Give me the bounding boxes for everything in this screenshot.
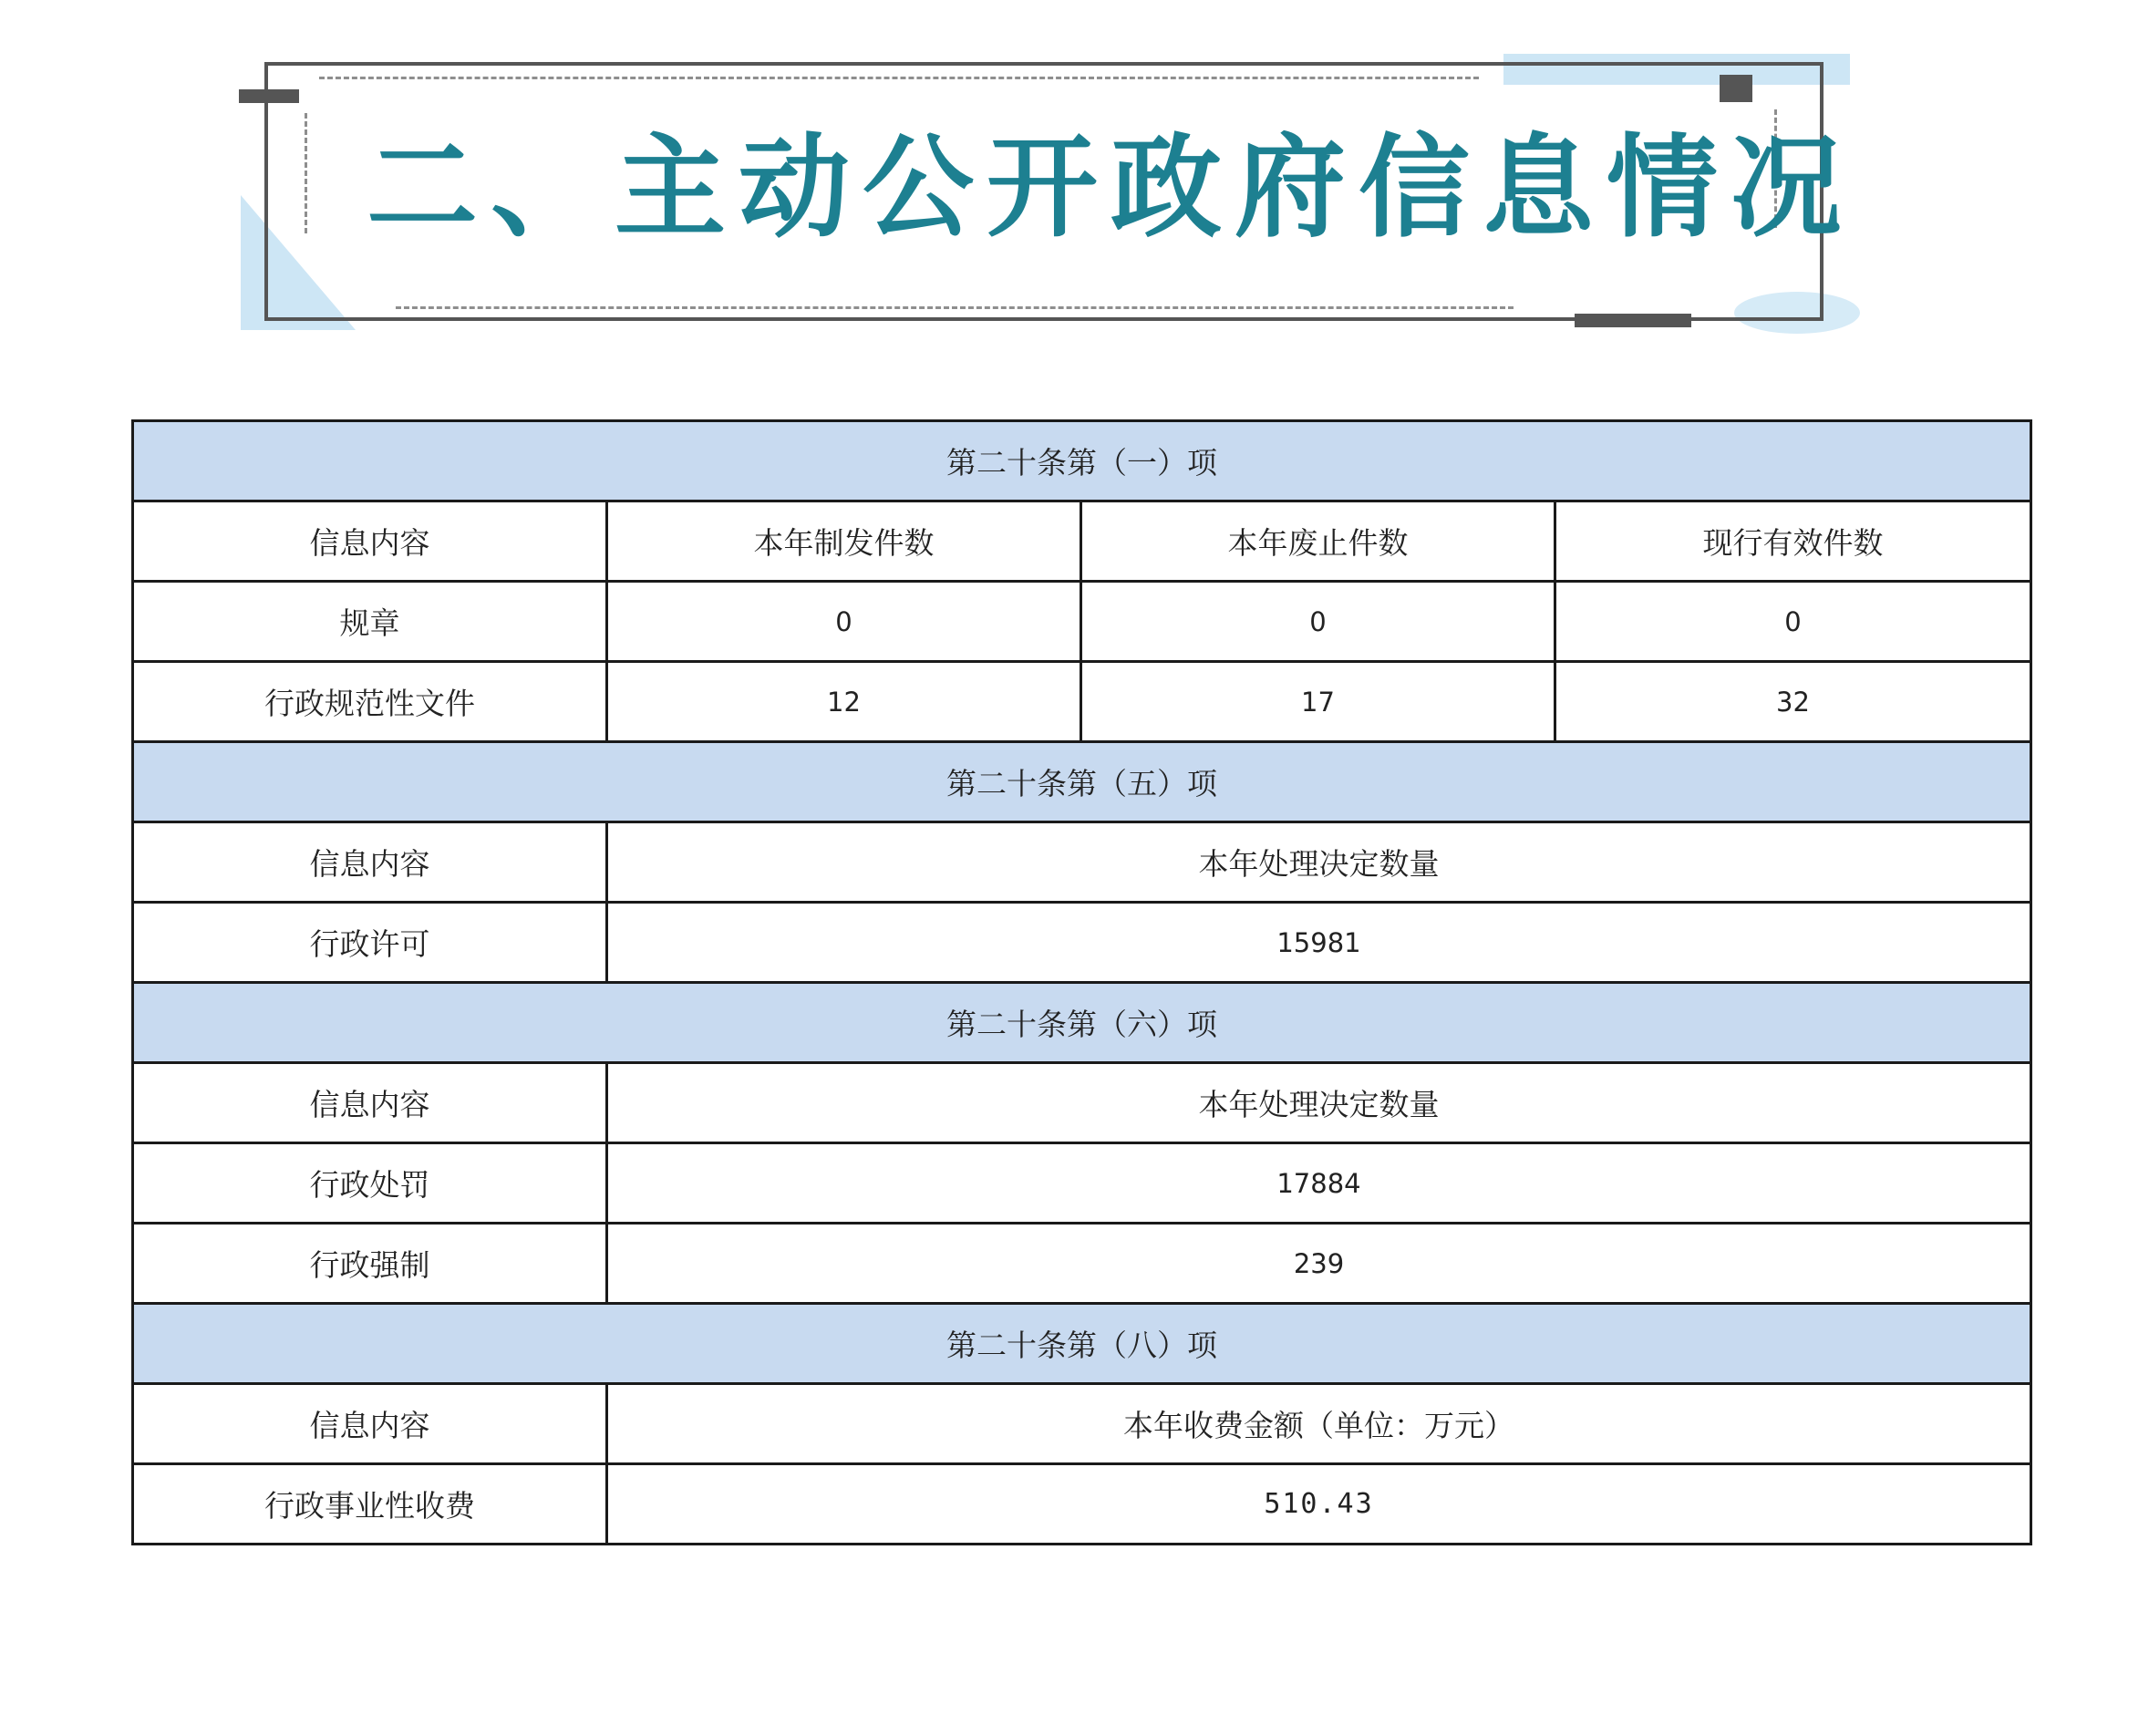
- info-table: [131, 419, 2032, 1545]
- banner-corner-bar-left: [239, 89, 299, 103]
- table-row: [133, 1224, 2031, 1304]
- cell-value: 32: [1555, 662, 2031, 742]
- section-header-row: [133, 421, 2031, 501]
- column-header-row: [133, 1384, 2031, 1464]
- cell-value: 239: [607, 1224, 2031, 1304]
- row-label: 行政规范性文件: [133, 662, 607, 742]
- column-header-row: [133, 1063, 2031, 1143]
- cell-value: 0: [1081, 582, 1555, 662]
- title-banner: [239, 51, 1862, 339]
- row-label: 规章: [133, 582, 607, 662]
- banner-corner-bar-bottom: [1575, 314, 1691, 327]
- section-heading: 第二十条第（五）项: [133, 742, 2031, 822]
- banner-dashed-line-top: [319, 77, 1479, 79]
- page-title: 二、主动公开政府信息情况: [367, 123, 1855, 253]
- cell-value: 510.43: [607, 1464, 2031, 1545]
- column-header: 本年处理决定数量: [607, 1063, 2031, 1143]
- banner-dashed-line-bottom: [396, 306, 1514, 309]
- cell-value: 0: [607, 582, 1081, 662]
- cell-value: 0: [1555, 582, 2031, 662]
- section-header-row: [133, 1304, 2031, 1384]
- column-header: 信息内容: [133, 822, 607, 903]
- cell-value: 17: [1081, 662, 1555, 742]
- row-label: 行政事业性收费: [133, 1464, 607, 1545]
- section-heading: 第二十条第（六）项: [133, 983, 2031, 1063]
- section-heading: 第二十条第（一）项: [133, 421, 2031, 501]
- cell-value: 12: [607, 662, 1081, 742]
- section-header-row: [133, 983, 2031, 1063]
- column-header: 信息内容: [133, 1384, 607, 1464]
- banner-corner-square: [1720, 75, 1752, 102]
- row-label: 行政许可: [133, 903, 607, 983]
- column-header: 本年废止件数: [1081, 501, 1555, 582]
- cell-value: 17884: [607, 1143, 2031, 1224]
- column-header-row: [133, 501, 2031, 582]
- table-row: [133, 903, 2031, 983]
- banner-dashed-line-left: [305, 113, 307, 233]
- column-header: 信息内容: [133, 1063, 607, 1143]
- row-label: 行政处罚: [133, 1143, 607, 1224]
- column-header: 本年制发件数: [607, 501, 1081, 582]
- section-heading: 第二十条第（八）项: [133, 1304, 2031, 1384]
- column-header: 本年处理决定数量: [607, 822, 2031, 903]
- section-header-row: [133, 742, 2031, 822]
- table-row: [133, 582, 2031, 662]
- cell-value: 15981: [607, 903, 2031, 983]
- column-header: 本年收费金额（单位：万元）: [607, 1384, 2031, 1464]
- table-row: [133, 662, 2031, 742]
- table-row: [133, 1464, 2031, 1545]
- table-row: [133, 1143, 2031, 1224]
- row-label: 行政强制: [133, 1224, 607, 1304]
- column-header-row: [133, 822, 2031, 903]
- column-header: 信息内容: [133, 501, 607, 582]
- column-header: 现行有效件数: [1555, 501, 2031, 582]
